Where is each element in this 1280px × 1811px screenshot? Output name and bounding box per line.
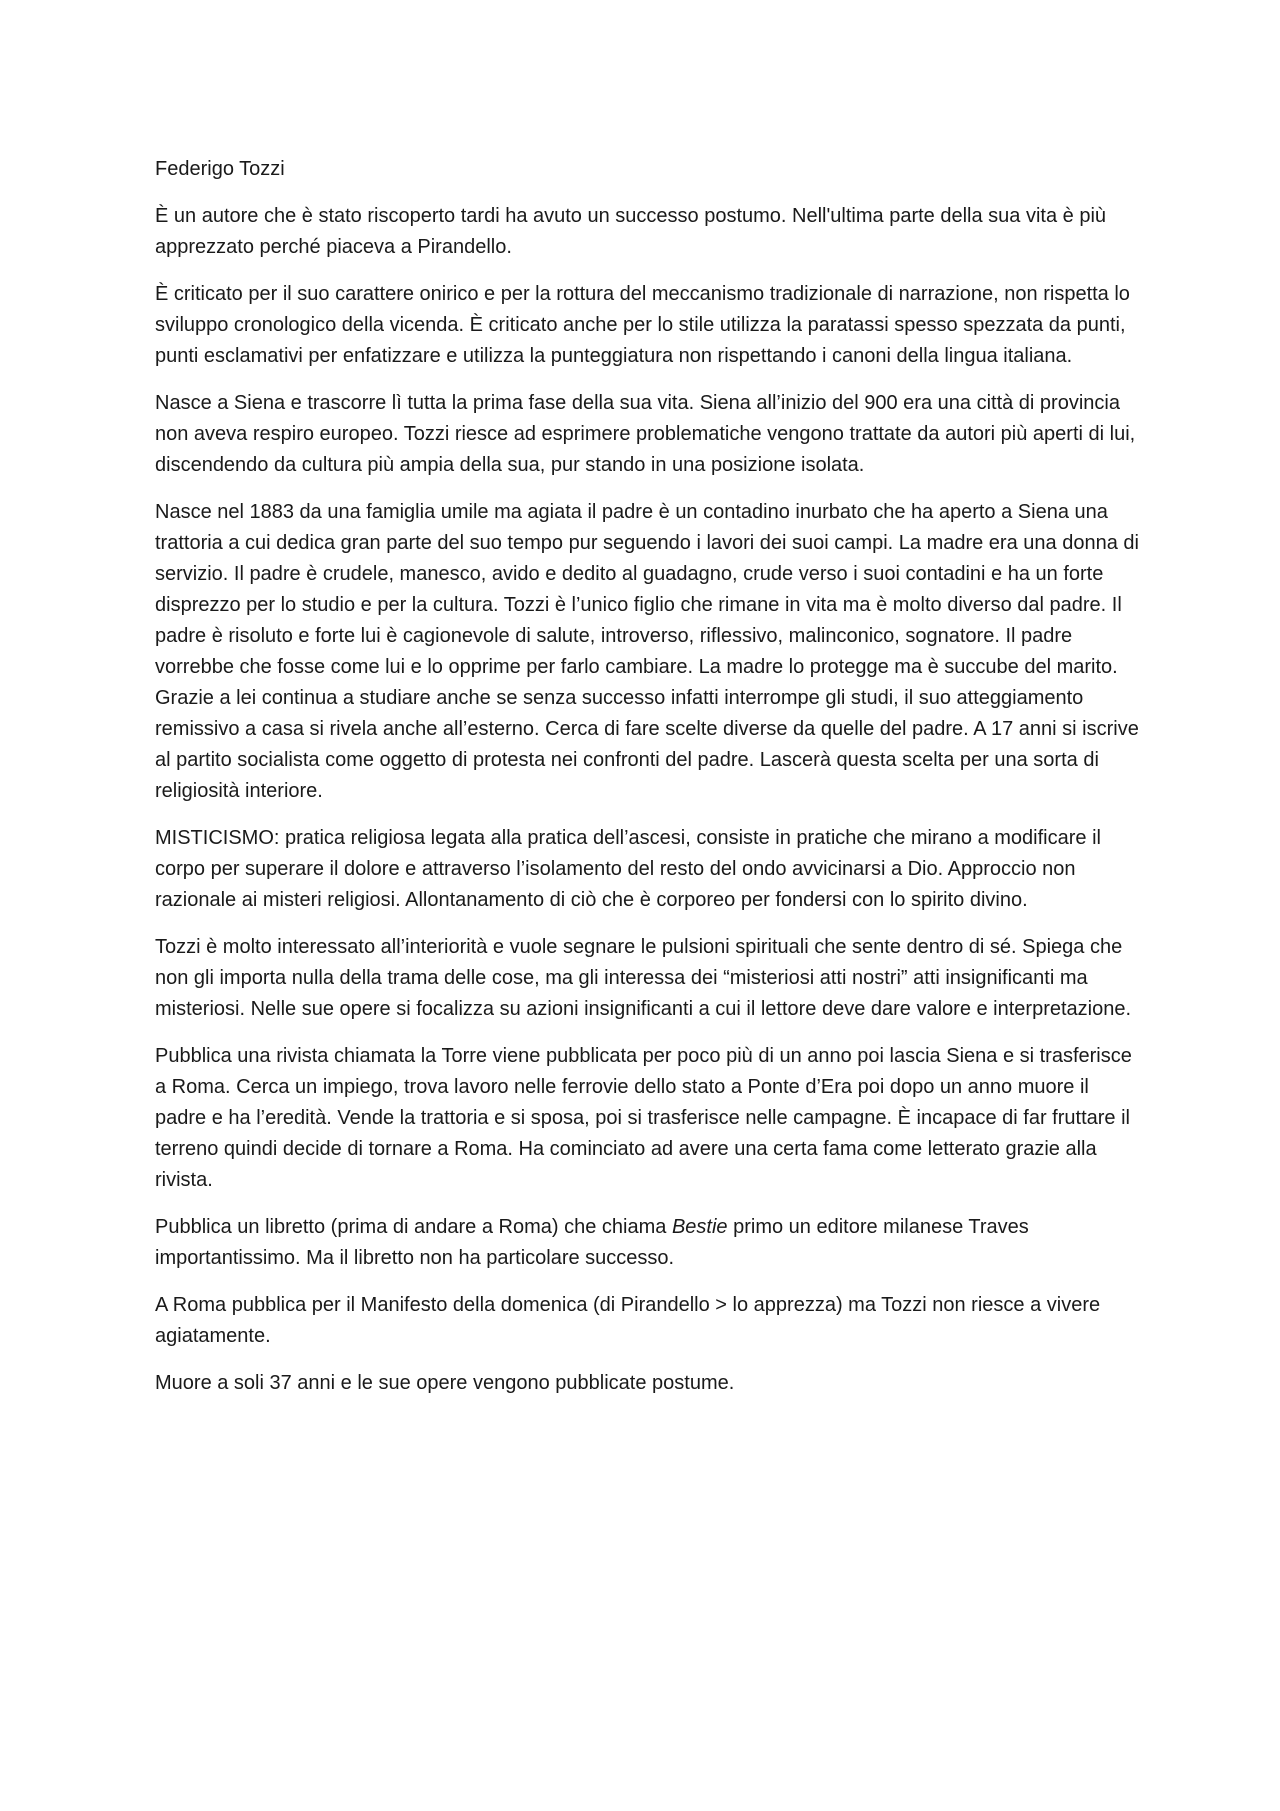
bestie-text-before: Pubblica un libretto (prima di andare a Roma) che chiama — [155, 1216, 672, 1238]
paragraph-family: Nasce nel 1883 da una famiglia umile ma agiata il padre è un contadino inurbato che ha aperto a Siena una trattoria a cui dedica gran parte del suo tempo pur seguendo i lavori dei suoi campi. La madre era una donna di servizio. Il padre è crudele, manesco, avido e dedito al guadagno, crude verso i suoi contadini e ha un forte disprezzo per lo studio e per la cultura. Tozzi è l’unico figlio che rimane in vita ma è molto diverso dal padre. Il padre è risoluto e forte lui è cagionevole di salute, introverso, riflessivo, malinconico, sognatore. Il padre vorrebbe che fosse come lui e lo opprime per farlo cambiare. La madre lo protegge ma è succube del marito. Grazie a lei continua a studiare anche se senza successo infatti interrompe gli studi, il suo atteggiamento remissivo a casa si rivela anche all’esterno. Cerca di fare scelte diverse da quelle del padre. A 17 anni si iscrive al partito socialista come oggetto di protesta nei confronti del padre. Lascerà questa scelta per una sorta di religiosità interiore. — [155, 501, 1139, 802]
paragraph-interiority: Tozzi è molto interessato all’interiorità e vuole segnare le pulsioni spirituali che sente dentro di sé. Spiega che non gli importa nulla della trama delle cose, ma gli interessa dei “misteriosi atti nostri” atti insignificanti ma misteriosi. Nelle sue opere si focalizza su azioni insignificanti a cui il lettore deve dare valore e interpretazione. — [155, 936, 1132, 1020]
paragraph-misticismo: MISTICISMO: pratica religiosa legata alla pratica dell’ascesi, consiste in pratiche che mirano a modificare il corpo per superare il dolore e attraverso l’isolamento del resto del ondo avvicinarsi a Dio. Approccio non razionale ai misteri religiosi. Allontanamento di ciò che è corporeo per fondersi con lo spirito divino. — [155, 827, 1101, 911]
document-page — [155, 154, 1145, 1415]
paragraph-criticism: È criticato per il suo carattere onirico e per la rottura del meccanismo tradizionale di narrazione, non rispetta lo sviluppo cronologico della vicenda. È criticato anche per lo stile utilizza la paratassi spesso spezzata da punti, punti esclamativi per enfatizzare e utilizza la punteggiatura non rispettando i canoni della lingua italiana. — [155, 283, 1130, 367]
document-title: Federigo Tozzi — [155, 158, 285, 180]
paragraph-death: Muore a soli 37 anni e le sue opere vengono pubblicate postume. — [155, 1372, 735, 1394]
bestie-text-after: primo un editore milanese Traves importantissimo. Ma il libretto non ha particolare successo. — [155, 1216, 1029, 1269]
bestie-title-italic: Bestie — [671, 1216, 728, 1238]
paragraph-bestie — [155, 1212, 1145, 1274]
paragraph-roma: A Roma pubblica per il Manifesto della domenica (di Pirandello > lo apprezza) ma Tozzi non riesce a vivere agiatamente. — [155, 1294, 1101, 1347]
paragraph-rivista: Pubblica una rivista chiamata la Torre viene pubblicata per poco più di un anno poi lascia Siena e si trasferisce a Roma. Cerca un impiego, trova lavoro nelle ferrovie dello stato a Ponte d’Era poi dopo un anno muore il padre e ha l’eredità. Vende la trattoria e si sposa, poi si trasferisce nelle campagne. È incapace di far fruttare il terreno quindi decide di tornare a Roma. Ha cominciato ad avere una certa fama come letterato grazie alla rivista. — [155, 1045, 1132, 1191]
paragraph-intro: È un autore che è stato riscoperto tardi ha avuto un successo postumo. Nell'ultima parte della sua vita è più apprezzato perché piaceva a Pirandello. — [155, 205, 1107, 258]
paragraph-siena: Nasce a Siena e trascorre lì tutta la prima fase della sua vita. Siena all’inizio del 900 era una città di provincia non aveva respiro europeo. Tozzi riesce ad esprimere problematiche vengono trattate da autori più aperti di lui, discendendo da cultura più ampia della sua, pur stando in una posizione isolata. — [155, 392, 1136, 476]
